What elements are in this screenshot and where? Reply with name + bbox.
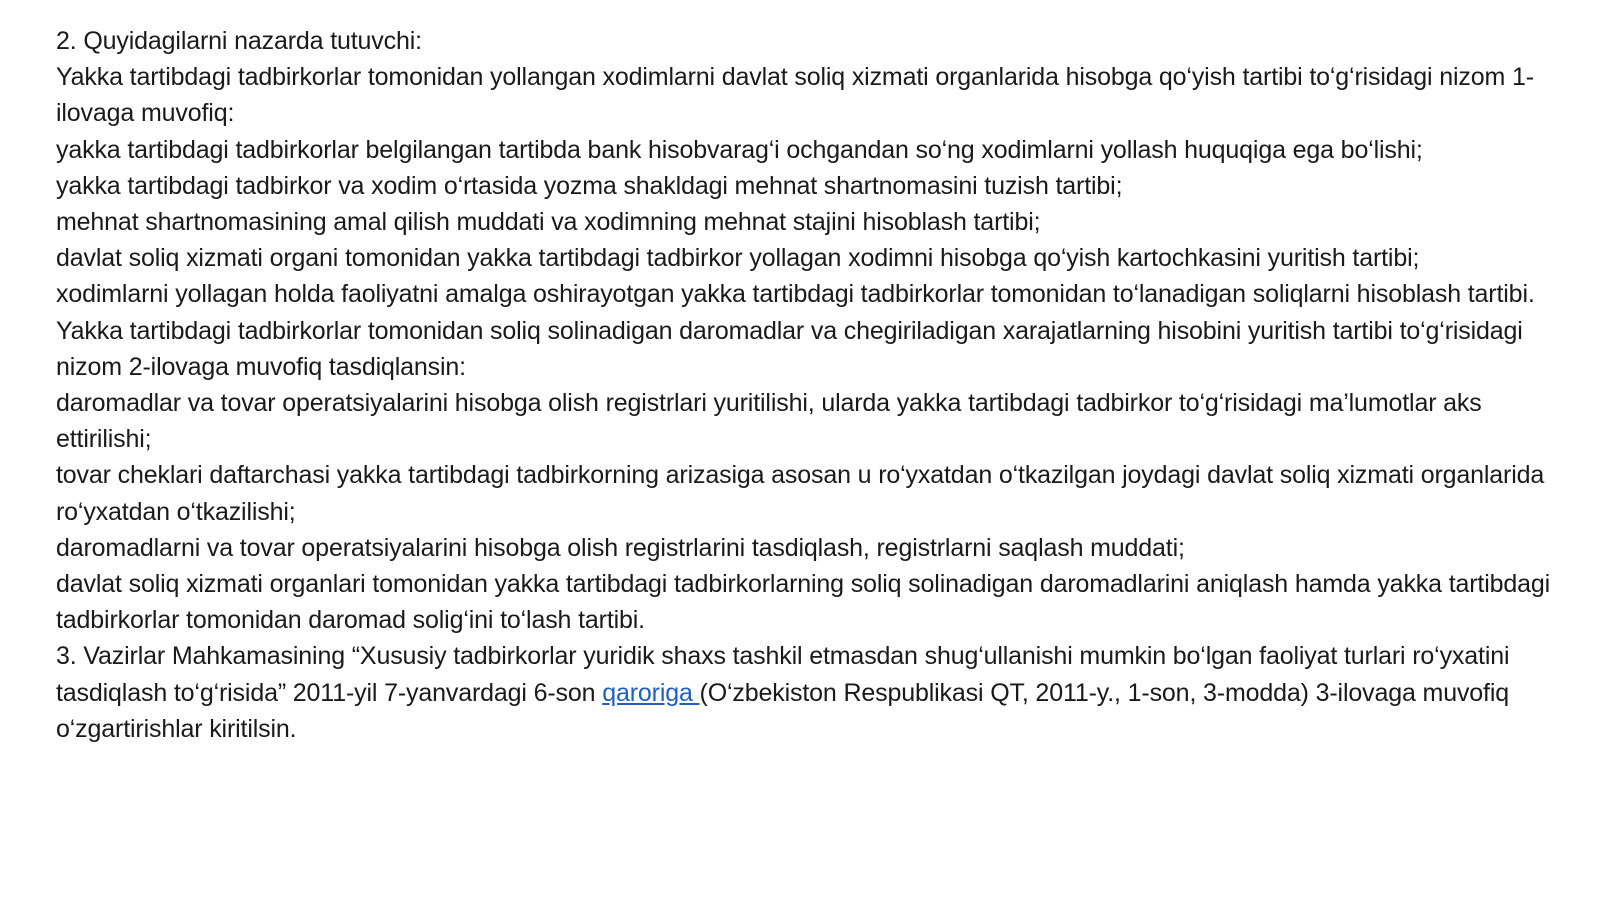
paragraph-item: mehnat shartnomasining amal qilish muddati va xodimning mehnat stajini hisoblash tartibi;: [56, 208, 1041, 237]
paragraph-item: tovar cheklari daftarchasi yakka tartibdagi tadbirkorning arizasiga asosan u ro‘yxatdan o‘tkazilgan joydagi davlat soliq xizmati organlarida ro‘yxatdan o‘tkazilishi;: [56, 461, 1545, 526]
final-text-before-link: 3. Vazirlar Mahkamasining “Xususiy tadbirkorlar yuridik shaxs tashkil etmasdan shug‘ullanishi mumkin bo‘lgan faoliyat turlari ro‘yxatini tasdiqlash to‘g‘risida” 2011-yil 7-yanvardagi 6-son: [56, 642, 1510, 707]
paragraph-item: xodimlarni yollagan holda faoliyatni amalga oshirayotgan yakka tartibdagi tadbirkorlar tomonidan to‘lanadigan soliqlarni hisoblash tartibi.: [56, 280, 1535, 309]
paragraph-item: yakka tartibdagi tadbirkor va xodim o‘rtasida yozma shakldagi mehnat shartnomasini tuzish tartibi;: [56, 171, 1123, 200]
final-text-after-link: (O‘zbekiston Respublikasi QT, 2011-y., 1-son, 3-modda) 3-ilovaga muvofiq o‘zgartirishlar kiritilsin.: [56, 678, 1510, 743]
paragraph-item: daromadlarni va tovar operatsiyalarini hisobga olish registrlarini tasdiqlash, registrlarni saqlash muddati;: [56, 533, 1185, 562]
document-text-body: [56, 23, 1581, 747]
paragraph-item: daromadlar va tovar operatsiyalarini hisobga olish registrlari yuritilishi, ularda yakka tartibdagi tadbirkor to‘g‘risidagi ma’lumotlar aks ettirilishi;: [56, 389, 1482, 454]
paragraph-annex-2-intro: Yakka tartibdagi tadbirkorlar tomonidan soliq solinadigan daromadlar va chegiriladigan xarajatlarning hisobini yuritish tartibi to‘g‘risidagi nizom 2-ilovaga muvofiq tasdiqlansin:: [56, 316, 1523, 381]
paragraph-annex-1-intro: Yakka tartibdagi tadbirkorlar tomonidan yollangan xodimlarni davlat soliq xizmati organlarida hisobga qo‘yish tartibi to‘g‘risidagi nizom 1-ilovaga muvofiq:: [56, 63, 1534, 128]
paragraph-item: davlat soliq xizmati organlari tomonidan yakka tartibdagi tadbirkorlarning soliq solinadigan daromadlarini aniqlash hamda yakka tartibdagi tadbirkorlar tomonidan daromad solig‘ini to‘lash tartibi.: [56, 570, 1551, 635]
paragraph-final: [56, 638, 1581, 747]
paragraph-item-heading: 2. Quyidagilarni nazarda tutuvchi:: [56, 27, 422, 55]
paragraph-item: davlat soliq xizmati organi tomonidan yakka tartibdagi tadbirkor yollagan xodimni hisobga qo‘yish kartochkasini yuritish tartibi;: [56, 244, 1420, 273]
resolution-link[interactable]: qaroriga: [602, 678, 700, 707]
paragraph-item: yakka tartibdagi tadbirkorlar belgilangan tartibda bank hisobvarag‘i ochgandan so‘ng xodimlarni yollash huquqiga ega bo‘lishi;: [56, 135, 1423, 164]
